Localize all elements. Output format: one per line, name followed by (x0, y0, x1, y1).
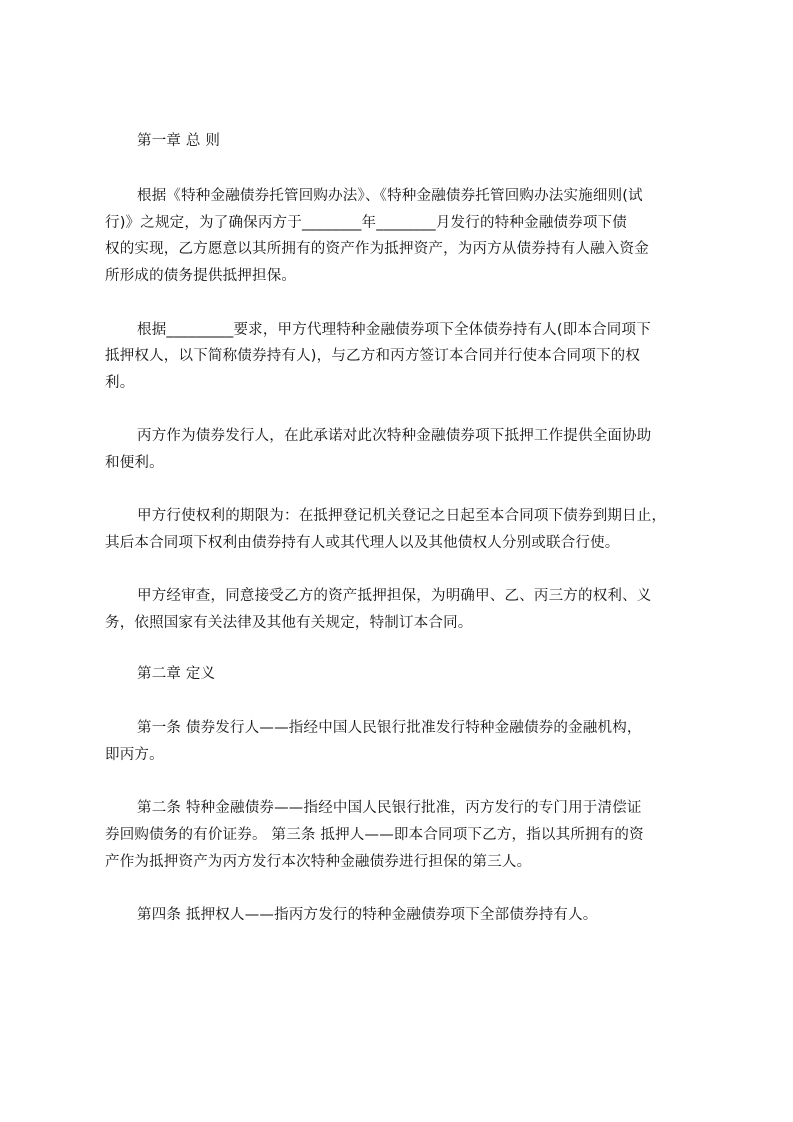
paragraph-2-line-3: 利。 (105, 375, 135, 391)
article-2-line-1: 第二条 特种金融债券——指经中国人民银行批准，丙方发行的专门用于清偿证 (137, 800, 642, 816)
paragraph-1-line-1: 根据《特种金融债券托管回购办法》、《特种金融债券托管回购办法实施细则(试 (137, 188, 643, 204)
chapter-2-heading: 第二章 定义 (137, 666, 216, 682)
article-2-line-2: 券回购债务的有价证券。 第三条 抵押人——即本合同项下乙方，指以其所拥有的资 (105, 827, 644, 843)
article-2-line-3: 产作为抵押资产为丙方发行本次特种金融债券进行担保的第三人。 (105, 854, 532, 870)
paragraph-1-line-2: 行)》之规定，为了确保丙方于________年________月发行的特种金融债券项下债 (105, 215, 627, 231)
paragraph-4-line-2: 其后本合同项下权利由债券持有人或其代理人以及其他债权人分别或联合行使。 (105, 535, 620, 551)
paragraph-5-line-1: 甲方经审查，同意接受乙方的资产抵押担保，为明确甲、乙、丙三方的权利、义 (137, 588, 652, 604)
chapter-1-heading: 第一章 总 则 (137, 133, 221, 149)
paragraph-2-line-1: 根据_________要求，甲方代理特种金融债券项下全体债券持有人(即本合同项下 (137, 322, 651, 338)
paragraph-3-line-2: 和便利。 (105, 455, 164, 471)
paragraph-1-line-3: 权的实现，乙方愿意以其所拥有的资产作为抵押资产，为丙方从债券持有人融入资金 (105, 241, 649, 257)
article-1-line-2: 即丙方。 (105, 747, 164, 763)
paragraph-4-line-1: 甲方行使权利的期限为：在抵押登记机关登记之日起至本合同项下债券到期日止， (137, 508, 667, 524)
paragraph-1-line-4: 所形成的债务提供抵押担保。 (105, 268, 297, 284)
article-4-line-1: 第四条 抵押权人——指丙方发行的特种金融债券项下全部债券持有人。 (137, 907, 598, 923)
article-1-line-1: 第一条 债券发行人——指经中国人民银行批准发行特种金融债券的金融机构， (137, 720, 642, 736)
paragraph-3-line-1: 丙方作为债券发行人，在此承诺对此次特种金融债券项下抵押工作提供全面协助 (137, 428, 652, 444)
paragraph-2-line-2: 抵押权人，以下简称债券持有人)，与乙方和丙方签订本合同并行使本合同项下的权 (105, 348, 641, 364)
paragraph-5-line-2: 务，依照国家有关法律及其他有关规定，特制订本合同。 (105, 615, 473, 631)
